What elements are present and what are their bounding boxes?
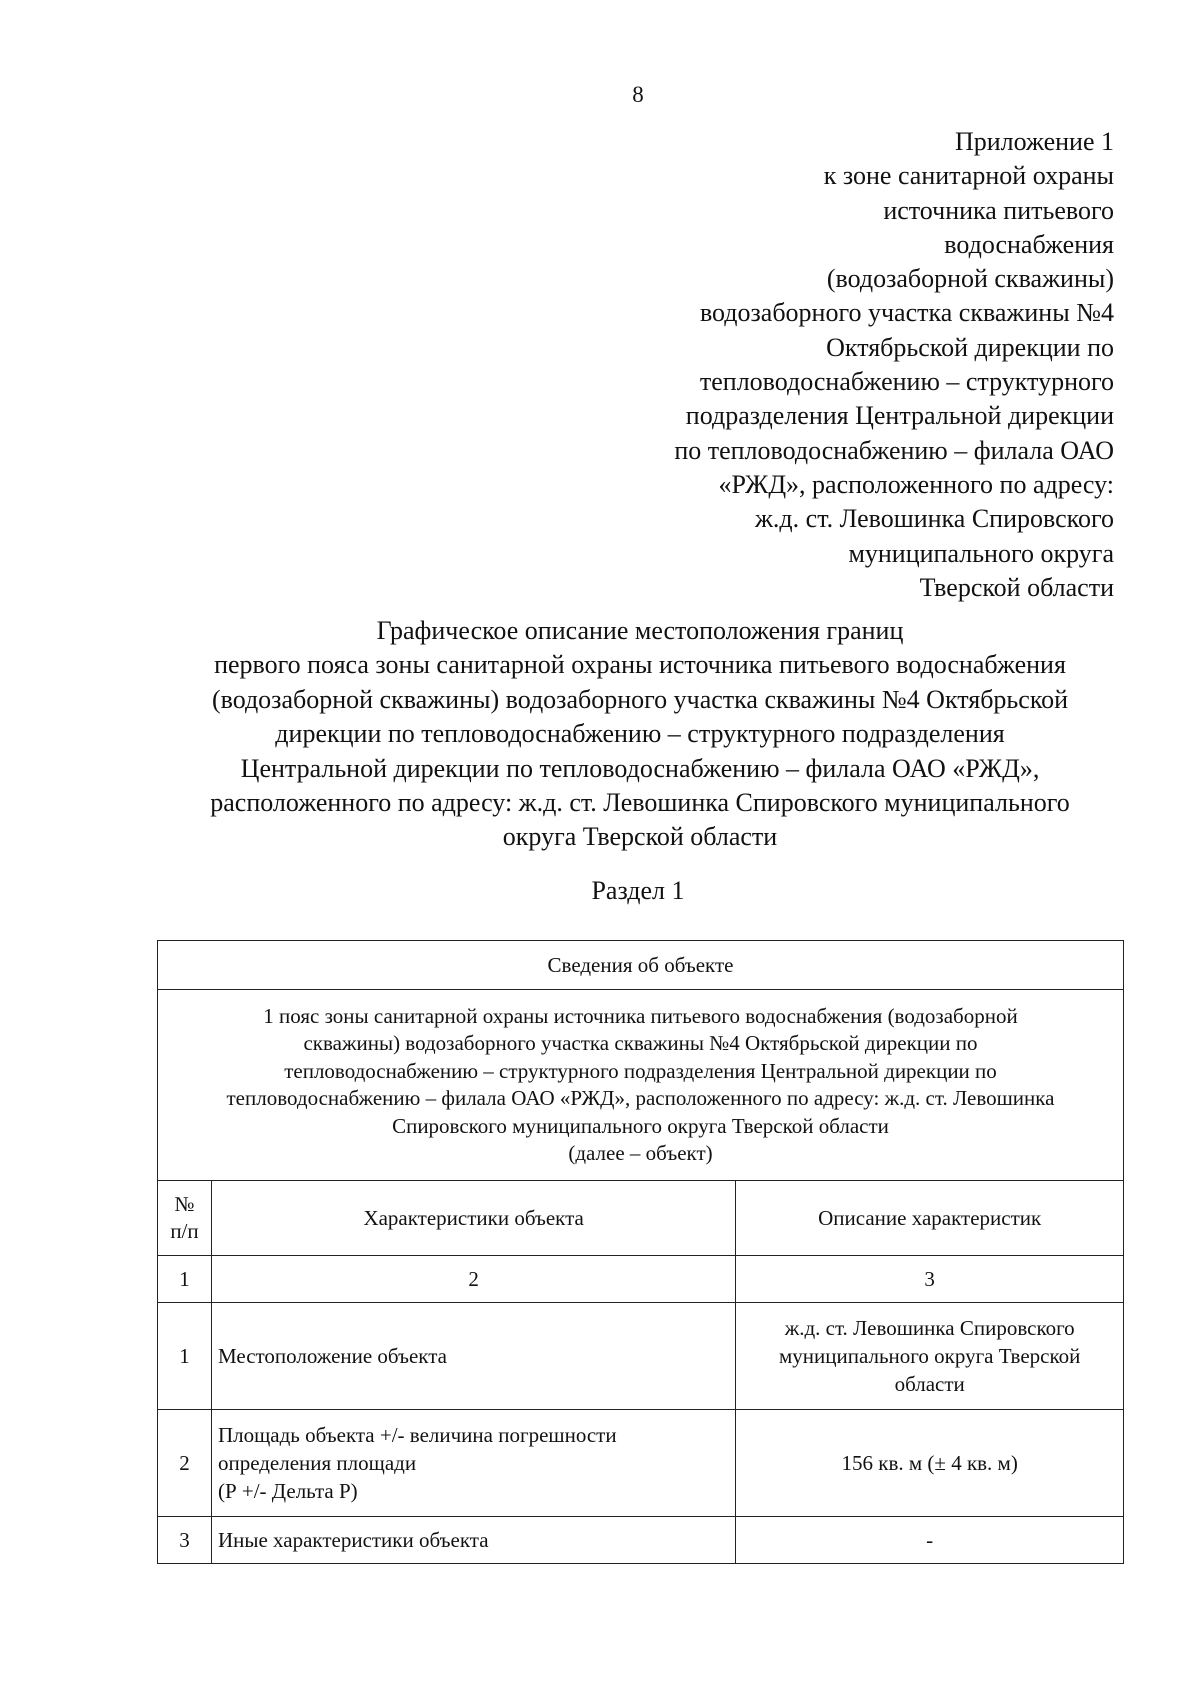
title-line: Графическое описание местоположения границ (376, 616, 904, 645)
table-row (158, 1517, 1124, 1564)
column-number: 1 (158, 1256, 212, 1303)
object-line: скважины) водозаборного участка скважины №4 Октябрьской дирекции по (303, 1031, 978, 1055)
row-characteristic: Иные характеристики объекта (211, 1517, 735, 1564)
row-description (736, 1303, 1124, 1410)
section-title: Раздел 1 (591, 876, 685, 905)
column-header-description: Описание характеристик (736, 1181, 1124, 1256)
object-description (158, 990, 1124, 1181)
object-line: тепловодоснабжению – филала ОАО «РЖД», расположенного по адресу: ж.д. ст. Левошинка (226, 1086, 1055, 1110)
object-description-row (158, 990, 1124, 1181)
row-description-line: ж.д. ст. Левошинка Спировского (784, 1316, 1075, 1340)
appendix-line: водозаборного участка скважины №4 (699, 298, 1114, 328)
appendix-line: Октябрьской дирекции по (826, 332, 1114, 362)
appendix-line: Приложение 1 (954, 127, 1114, 156)
column-header-characteristics: Характеристики объекта (211, 1181, 735, 1256)
appendix-line: тепловодоснабжению – структурного (699, 367, 1114, 397)
row-description-line: области (894, 1372, 965, 1396)
table-header: Сведения об объекте (158, 941, 1124, 990)
row-number: 3 (158, 1517, 212, 1564)
column-number: 2 (211, 1256, 735, 1303)
row-number: 2 (158, 1410, 212, 1517)
row-number: 1 (158, 1303, 212, 1410)
row-characteristic-line: Площадь объекта +/- величина погрешности (217, 1423, 617, 1447)
object-line: тепловодоснабжению – структурного подразделения Центральной дирекции по (284, 1058, 997, 1083)
appendix-line: водоснабжения (944, 229, 1114, 259)
title-line: первого пояса зоны санитарной охраны источника питьевого водоснабжения (214, 650, 1066, 680)
title-line: (водозаборной скважины) водозаборного участка скважины №4 Октябрьской (211, 684, 1069, 714)
object-line: (далее – объект) (568, 1141, 713, 1165)
column-header-row (158, 1181, 1124, 1256)
row-description: - (736, 1517, 1124, 1564)
row-description-line: муниципального округа Тверской (779, 1344, 1081, 1368)
appendix-line: по тепловодоснабжению – филала ОАО (674, 435, 1114, 465)
column-header-num (158, 1181, 212, 1256)
column-header-num-line: п/п (170, 1219, 199, 1243)
object-info-table (157, 940, 1124, 1564)
row-characteristic (211, 1410, 735, 1517)
table-header-row (158, 941, 1124, 990)
object-line: Спировского муниципального округа Тверской области (392, 1113, 889, 1138)
row-characteristic-line: определения площади (217, 1451, 417, 1475)
column-number-row (158, 1256, 1124, 1303)
appendix-block (554, 125, 1114, 605)
title-line: округа Тверской области (502, 822, 778, 852)
table-row (158, 1303, 1124, 1410)
document-title (150, 614, 1130, 855)
appendix-line: источника питьевого (883, 195, 1114, 225)
appendix-line: (водозаборной скважины) (826, 264, 1114, 294)
row-characteristic: Местоположение объекта (211, 1303, 735, 1410)
page-number: 8 (632, 82, 644, 107)
title-line: расположенного по адресу: ж.д. ст. Левошинка Спировского муниципального (210, 788, 1070, 818)
table-row (158, 1410, 1124, 1517)
appendix-line: подразделения Центральной дирекции (685, 401, 1114, 431)
appendix-line: «РЖД», расположенного по адресу: (718, 469, 1114, 499)
appendix-line: муниципального округа (848, 538, 1114, 568)
column-number: 3 (736, 1256, 1124, 1303)
title-line: дирекции по тепловодоснабжению – структурного подразделения (275, 719, 1005, 749)
title-line: Центральной дирекции по тепловодоснабжению – филала ОАО «РЖД», (240, 753, 1040, 783)
appendix-line: Тверской области (919, 572, 1114, 602)
column-header-num-line: № (174, 1192, 195, 1216)
object-line: 1 пояс зоны санитарной охраны источника питьевого водоснабжения (водозаборной (263, 1003, 1018, 1028)
appendix-line: к зоне санитарной охраны (823, 161, 1114, 191)
appendix-line: ж.д. ст. Левошинка Спировского (754, 504, 1114, 534)
row-description: 156 кв. м (± 4 кв. м) (736, 1410, 1124, 1517)
row-characteristic-line: (Р +/- Дельта Р) (217, 1479, 358, 1503)
